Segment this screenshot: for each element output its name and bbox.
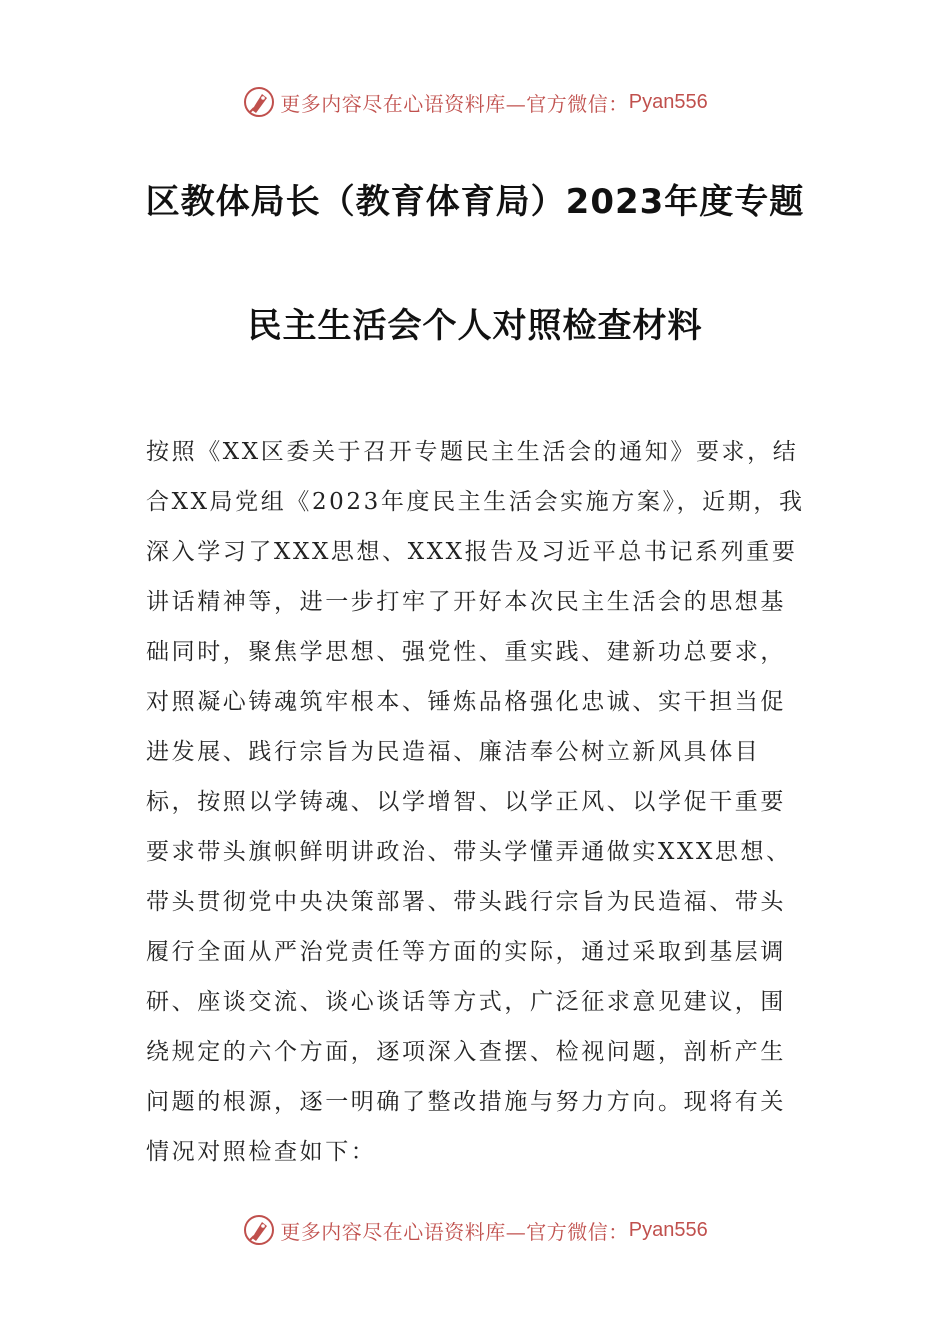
pen-nib-logo-icon — [242, 85, 276, 119]
header-banner-handle: Pyan556 — [628, 90, 708, 113]
header-banner — [0, 80, 950, 124]
footer-banner-handle: Pyan556 — [628, 1218, 708, 1241]
header-banner-text: 更多内容尽在心语资料库—官方微信： — [280, 91, 629, 116]
document-title-line-2: 民主生活会个人对照检查材料 — [247, 306, 703, 346]
footer-banner — [0, 1208, 950, 1252]
footer-banner-text: 更多内容尽在心语资料库—官方微信： — [280, 1219, 629, 1244]
document-title-line-1: 区教体局长（教育体育局）2023年度专题 — [145, 182, 805, 222]
body-paragraph: 按照《XX区委关于召开专题民主生活会的通知》要求，结合XX局党组《2023年度民主生活会实施方案》，近期，我深入学习了XXX思想、XXX报告及习近平总书记系列重要讲话精神等，进一步打牢了开好本次民主生活会的思想基础同时，聚焦学思想、强党性、重实践、建新功总要求，对照凝心铸魂筑牢根本、锤炼品格强化忠诚、实干担当促进发展、践行宗旨为民造福、廉洁奉公树立新风具体目标，按照以学铸魂、以学增智、以学正风、以学促干重要要求带头旗帜鲜明讲政治、带头学懂弄通做实XXX思想、带头贯彻党中央决策部署、带头践行宗旨为民造福、带头履行全面从严治党责任等方面的实际，通过采取到基层调研、座谈交流、谈心谈话等方式，广泛征求意见建议，围绕规定的六个方面，逐项深入查摆、检视问题，剖析产生问题的根源，逐一明确了整改措施与努力方向。现将有关情况对照检查如下： — [146, 439, 805, 1165]
pen-nib-logo-icon — [242, 1213, 276, 1247]
